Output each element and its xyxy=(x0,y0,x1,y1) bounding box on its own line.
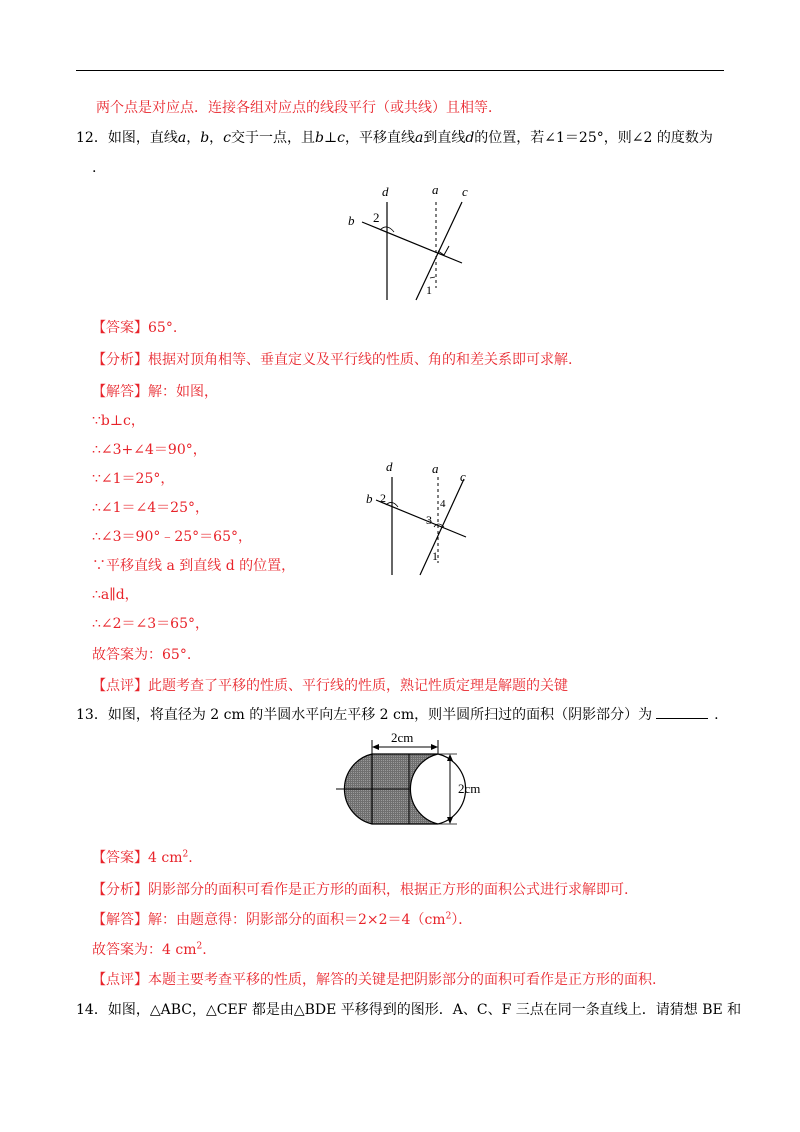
q12-step-1: ∵b⊥c， xyxy=(92,413,145,429)
q13-figure xyxy=(325,728,500,833)
fig-top-label: 2cm xyxy=(391,730,414,745)
analysis-tag: 【分析】 xyxy=(92,882,148,898)
q12-figure-2 xyxy=(360,455,480,580)
fig2-label-3: 3 xyxy=(426,513,432,527)
fig2-label-a: a xyxy=(432,461,439,476)
solution-tag: 【解答】 xyxy=(92,912,148,928)
q12-step-7: ∴a∥d， xyxy=(92,587,139,603)
analysis-tag: 【分析】 xyxy=(92,352,148,368)
fig2-label-d: d xyxy=(386,459,393,474)
header-rule xyxy=(76,70,724,71)
solution-tag: 【解答】 xyxy=(92,384,148,400)
fig1-label-d: d xyxy=(382,184,389,199)
q13-stem: 13．如图，将直径为 2 cm 的半圆水平向左平移 2 cm，则半圆所扫过的面积（阴影部分）为 . xyxy=(76,707,719,723)
fig1-label-1: 1 xyxy=(426,283,432,297)
q12-step-5: ∴∠3＝90°﹣25°＝65°， xyxy=(92,529,252,545)
fig1-label-2: 2 xyxy=(373,210,380,225)
q13-analysis: 【分析】阴影部分的面积可看作是正方形的面积，根据正方形的面积公式进行求解即可. xyxy=(92,882,629,898)
q12-analysis: 【分析】根据对顶角相等、垂直定义及平行线的性质、角的和差关系即可求解. xyxy=(92,352,573,368)
q13-final: 故答案为：4 $cm^2$. xyxy=(92,941,207,958)
q12-final: 故答案为：65°. xyxy=(92,647,192,663)
q12-step-6: ∵平移直线 a 到直线 d 的位置， xyxy=(92,558,296,574)
q12-comment: 【点评】此题考查了平移的性质、平行线的性质，熟记性质定理是解题的关键 xyxy=(92,678,568,694)
fig1-label-c: c xyxy=(462,184,468,199)
q12-answer: 【答案】65°. xyxy=(92,320,178,336)
fig2-label-4: 4 xyxy=(440,498,446,510)
fig2-label-b: b xyxy=(366,491,373,506)
q13-solution: 【解答】解：由题意得：阴影部分的面积$=2\times 2=4(cm^2)$． xyxy=(92,911,473,928)
q11-tail: 两个点是对应点．连接各组对应点的线段平行（或共线）且相等． xyxy=(96,100,502,116)
q13-comment: 【点评】本题主要考查平移的性质，解答的关键是把阴影部分的面积可看作是正方形的面积. xyxy=(92,972,657,988)
q14-stem: 14．如图，△ABC，△CEF 都是由△BDE 平移得到的图形．A、C、F 三点在同一条直线上．请猜想 BE 和 xyxy=(76,1002,742,1018)
fig-right-label: 2cm xyxy=(458,781,481,796)
answer-blank xyxy=(656,706,708,719)
fig1-label-b: b xyxy=(348,213,355,228)
q12-stem: 12．如图，直线a，b，c交于一点，且b⊥c，平移直线a到直线d的位置，若∠1＝25°，则∠2 的度数为 xyxy=(76,130,713,146)
q12-figure-1 xyxy=(340,180,480,305)
q12-solution: 【解答】解：如图， xyxy=(92,384,218,400)
q12-step-3: ∵∠1＝25°， xyxy=(92,471,175,487)
line-b xyxy=(362,222,462,263)
fig1-label-a: a xyxy=(432,182,439,197)
fig2-line-c xyxy=(420,479,464,575)
comment-tag: 【点评】 xyxy=(92,678,148,694)
answer-tag: 【答案】 xyxy=(92,850,148,866)
q14-number: 14． xyxy=(76,1002,108,1018)
q12-stem-tail: . xyxy=(92,160,97,176)
line-c xyxy=(416,202,462,300)
q12-step-4: ∴∠1＝∠4＝25°， xyxy=(92,500,209,516)
answer-tag: 【答案】 xyxy=(92,320,148,336)
q13-answer: 【答案】4 $cm^2$. xyxy=(92,849,193,866)
q12-number: 12． xyxy=(76,130,108,146)
fig2-label-1: 1 xyxy=(432,549,438,563)
fig2-label-c: c xyxy=(460,469,466,484)
q12-step-8: ∴∠2＝∠3＝65°， xyxy=(92,616,209,632)
q12-step-2: ∴∠3+∠4＝90°， xyxy=(92,442,207,458)
fig2-line-b xyxy=(376,500,466,537)
angle-1-arc xyxy=(430,277,435,278)
fig2-label-2: 2 xyxy=(380,491,386,505)
comment-tag: 【点评】 xyxy=(92,972,148,988)
q13-number: 13． xyxy=(76,707,108,723)
